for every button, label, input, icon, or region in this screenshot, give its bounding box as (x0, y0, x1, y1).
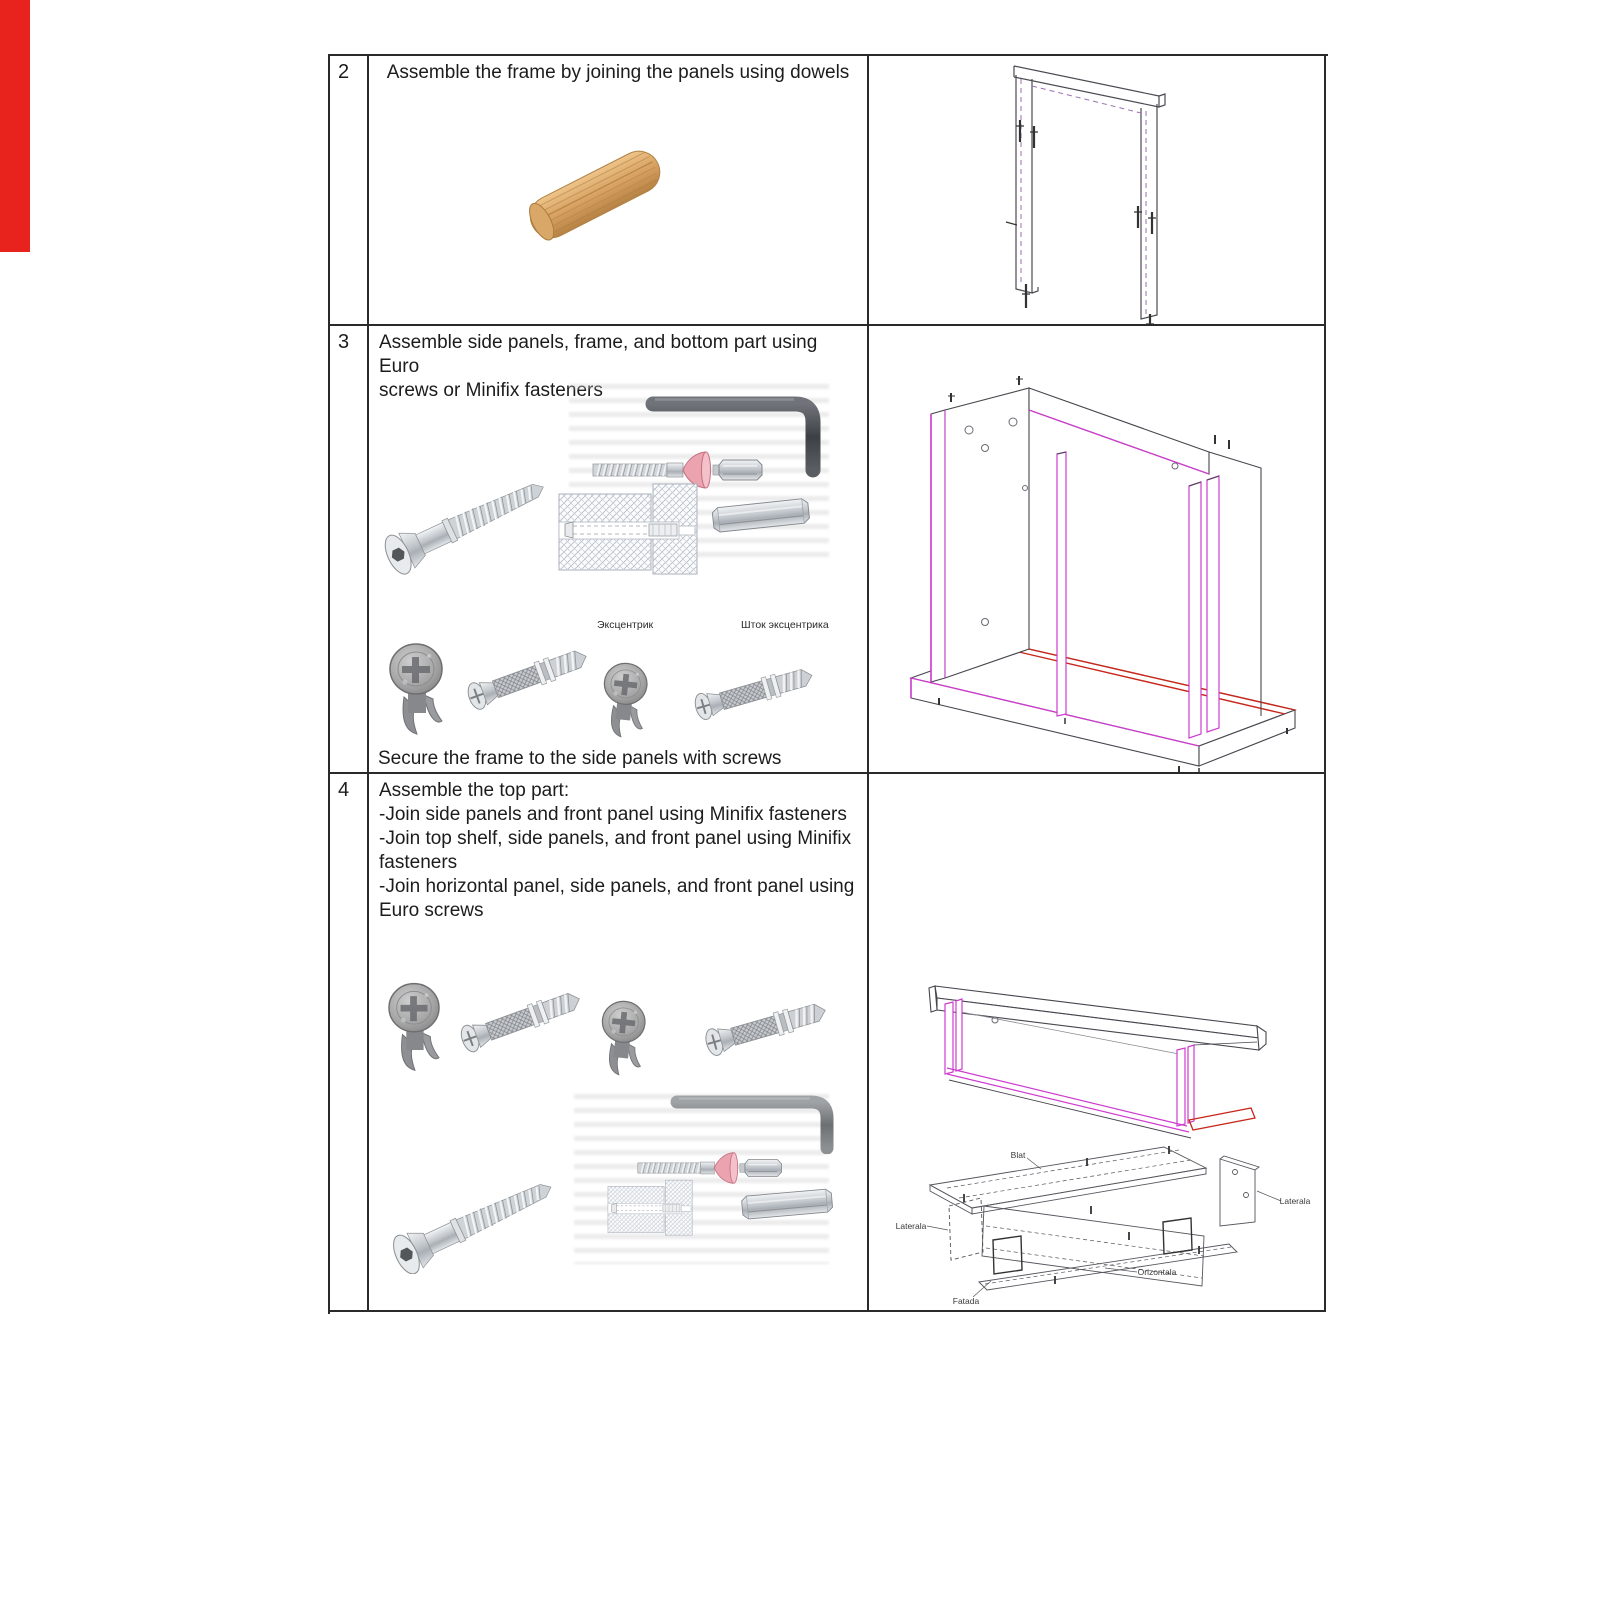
instruction-line: Euro screws (379, 900, 484, 921)
cross-section-diagram (557, 481, 812, 579)
step-number-cell-4 (330, 774, 369, 1312)
orizontala-label: Orizontala (1137, 1267, 1177, 1277)
step-number: 3 (338, 331, 350, 353)
laterala-right-label: Laterala (1279, 1196, 1311, 1206)
blat-label: Blat (1010, 1150, 1026, 1160)
minifix-bolt-image (687, 982, 847, 1072)
cam-label: Эксцентрик (597, 619, 654, 631)
euro-screw-image (379, 464, 554, 582)
hex-key-icon (665, 1088, 867, 1154)
step-number-cell-2 (330, 56, 369, 326)
instruction-cell-2 (369, 56, 869, 326)
instruction-cell-4 (369, 774, 869, 1312)
minifix-bolt-image (455, 970, 587, 1070)
wooden-dowel-image (517, 138, 675, 250)
top-part-diagrams (869, 774, 1326, 1312)
cam-bolt-label: Шток эксцентрика (741, 619, 829, 631)
instruction-cell-3 (369, 326, 869, 774)
minifix-cam-image (387, 634, 445, 742)
red-margin-bar (0, 0, 30, 252)
frame-on-base-diagram (869, 326, 1326, 772)
diagram-cell-3 (869, 326, 1326, 774)
laterala-left-label: Laterala (895, 1221, 927, 1231)
instruction-line: -Join side panels and front panel using Minifix fasteners (379, 804, 847, 825)
minifix-bolt-image (687, 648, 821, 736)
cross-section-diagram (580, 1178, 846, 1238)
step-number: 2 (338, 61, 350, 83)
footer-instruction: Secure the frame to the side panels with screws (378, 748, 782, 769)
step-number: 4 (338, 779, 350, 801)
instruction-line: screws or Minifix fasteners (379, 380, 603, 401)
euro-screw-image (383, 1172, 565, 1274)
instruction-line: Assemble the top part: (379, 780, 570, 801)
instruction-line: fasteners (379, 852, 458, 873)
step-number-cell-3 (330, 326, 369, 774)
frame-assembly-diagram (869, 56, 1326, 324)
instruction-text: Assemble the frame by joining the panels using dowels (386, 62, 850, 83)
instruction-line: -Join top shelf, side panels, and front panel using Minifix (379, 828, 852, 849)
diagram-cell-2 (869, 56, 1326, 326)
top-part-3d-diagram (929, 986, 1266, 1138)
exploded-view-diagram (896, 1146, 1311, 1306)
diagram-cell-4 (869, 774, 1326, 1312)
minifix-cam-image (385, 974, 443, 1078)
minifix-cam-image (587, 992, 659, 1084)
instruction-text (369, 774, 867, 923)
minifix-cam-image (589, 654, 661, 746)
fatada-label: Fatada (952, 1296, 980, 1306)
instruction-line: -Join horizontal panel, side panels, and front panel using (379, 876, 855, 897)
minifix-bolt-image (463, 629, 593, 727)
instruction-line: Assemble side panels, frame, and bottom part using Euro (379, 332, 818, 377)
instruction-table (328, 54, 1328, 1314)
